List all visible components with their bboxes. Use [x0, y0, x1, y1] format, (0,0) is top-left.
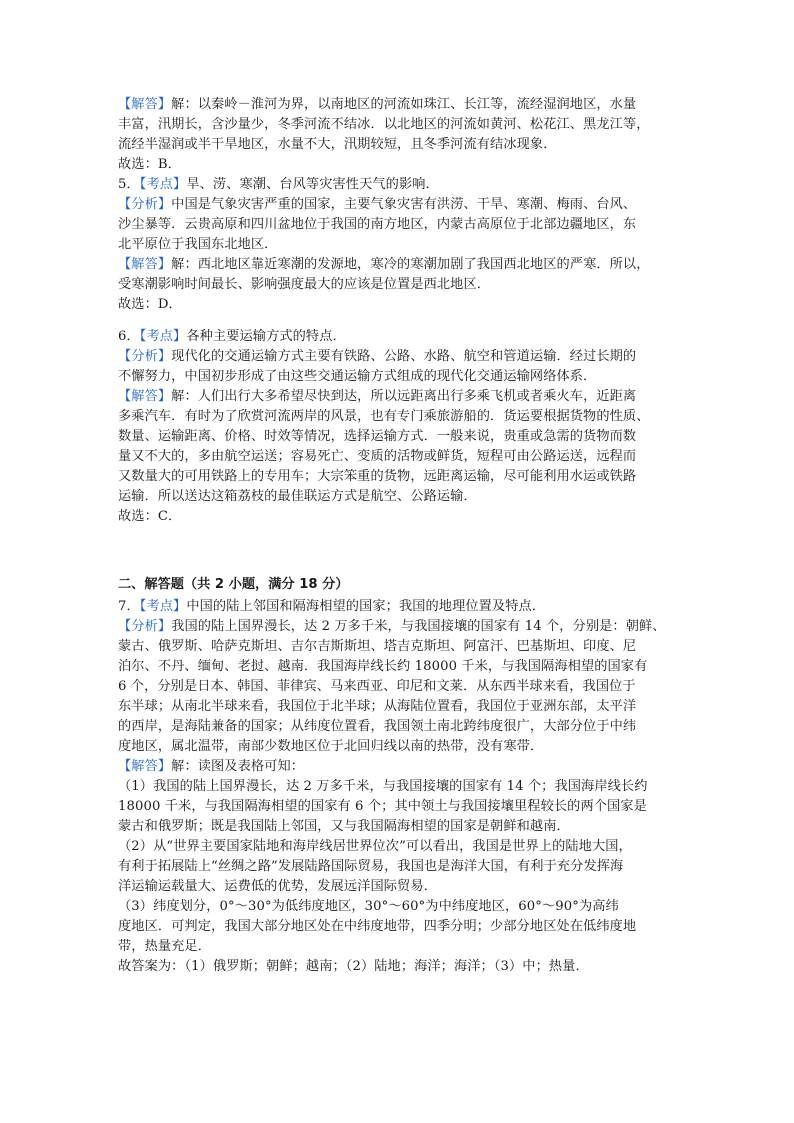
q4-answer-tag: 【解答】	[118, 97, 172, 112]
q4-answer-line-2: 丰富，汛期长，含沙量少，冬季河流不结冰．以北地区的河流如黄河、松花江、黑龙江等，	[118, 117, 650, 132]
q6-answer-tag: 【解答】	[118, 389, 172, 404]
q5-analysis-line-1	[118, 195, 680, 215]
q7-answer-line-1: （1）我国的陆上国界漫长，达 2 万多千米，与我国接壤的国家有 14 个；我国海岸线长约	[118, 779, 648, 794]
q4-answer-line-1	[118, 95, 680, 115]
q5-answer-line-1	[118, 255, 680, 275]
q7-analysis-line-4: 6 个，分别是日本、韩国、菲律宾、马来西亚、印尼和文莱．从东西半球来看，我国位于	[118, 679, 636, 694]
q5-analysis-line-3: 北平原位于我国东北地区．	[118, 237, 278, 252]
q7-number: 7．	[118, 599, 140, 614]
q6-answer-line-6: 运输．所以送达这箱荔枝的最佳联运方式是航空、公路运输．	[118, 489, 477, 504]
q6-number: 6．	[118, 329, 140, 344]
q7-analysis-line-1	[118, 617, 680, 637]
q6-analysis-text-1: 现代化的交通运输方式主要有铁路、公路、水路、航空和管道运输．经过长期的	[171, 349, 637, 364]
q5-analysis-text-1: 中国是气象灾害严重的国家，主要气象灾害有洪涝、干旱、寒潮、梅雨、台风、	[171, 197, 637, 212]
q7-point-text: 中国的陆上邻国和隔海相望的国家；我国的地理位置及特点．	[186, 599, 546, 614]
q5-analysis-line-2: 沙尘暴等．云贵高原和四川盆地位于我国的南方地区，内蒙古高原位于北部边疆地区，东	[118, 217, 637, 232]
q7-answer-line-6: 洋运输运载量大、运费低的优势，发展远洋国际贸易．	[118, 879, 437, 894]
section-2	[118, 575, 680, 595]
q7-answer-line-9: 带，热量充足．	[118, 939, 212, 954]
q4-answer-line-3: 流经半湿润或半干旱地区，水量不大，汛期较短，且冬季河流有结冰现象．	[118, 137, 557, 152]
q7-answer-tag: 【解答】	[118, 759, 172, 774]
q5-point-text: 旱、涝、寒潮、台风等灾害性天气的影响．	[186, 177, 439, 192]
q6-point-text: 各种主要运输方式的特点．	[186, 329, 346, 344]
q5-number: 5．	[118, 177, 140, 192]
q6-answer-line-1	[118, 387, 680, 407]
q6-answer-text-1: 解：人们出行大多希望尽快到达，所以远距离出行多乘飞机或者乘火车，近距离	[171, 389, 637, 404]
q6-choice: 故选：C．	[118, 509, 182, 524]
q5-point-tag: 【考点】	[139, 177, 187, 192]
q7-answer-intro	[118, 757, 680, 777]
q7-answer-line-4: （2）从“世界主要国家陆地和海岸线居世界位次”可以看出，我国是世界上的陆地大国，	[118, 839, 632, 854]
q7-analysis-line-2: 蒙古、俄罗斯、哈萨克斯坦、吉尔吉斯斯坦、塔吉克斯坦、阿富汗、巴基斯坦、印度、尼	[118, 639, 637, 654]
q7-answer-line-7: （3）纬度划分，0°～30°为低纬度地区，30°～60°为中纬度地区，60°～90°为高纬	[118, 899, 619, 914]
q6-answer-line-5: 又数量大的可用铁路上的专用车；大宗笨重的货物，远距离运输，尽可能利用水运或铁路	[118, 469, 637, 484]
q4-block	[118, 95, 680, 175]
q7-analysis-line-3: 泊尔、不丹、缅甸、老挝、越南．我国海岸线长约 18000 千米，与我国隔海相望的国家有	[118, 659, 648, 674]
q6-point	[118, 327, 680, 347]
q7-analysis-text-1: 我国的陆上国界漫长，达 2 万多千米，与我国接壤的国家有 14 个，分别是：朝鲜、	[171, 619, 666, 634]
section-2-title: 二、解答题（共 2 小题，满分 18 分）	[118, 577, 349, 592]
q7-point-tag: 【考点】	[139, 599, 187, 614]
q7-block	[118, 597, 680, 977]
q5-point	[118, 175, 680, 195]
q4-answer-text-1: 解：以秦岭－淮河为界，以南地区的河流如珠江、长江等，流经湿润地区，水量	[171, 97, 637, 112]
q6-point-tag: 【考点】	[139, 329, 187, 344]
q6-answer-line-3: 数量、运输距离、价格、时效等情况，选择运输方式．一般来说，贵重或急需的货物而数	[118, 429, 637, 444]
q7-analysis-line-6: 的西岸，是海陆兼备的国家；从纬度位置看，我国领土南北跨纬度很广，大部分位于中纬	[118, 719, 637, 734]
q4-choice: 故选：B．	[118, 157, 181, 172]
q5-choice: 故选：D．	[118, 297, 182, 312]
q7-final-answer: 故答案为：（1）俄罗斯；朝鲜；越南；（2）陆地；海洋；海洋；（3）中；热量．	[118, 959, 589, 974]
q6-block	[118, 327, 680, 527]
q5-answer-tag: 【解答】	[118, 257, 172, 272]
q7-analysis-tag: 【分析】	[118, 619, 172, 634]
q5-block	[118, 175, 680, 315]
q6-answer-line-2: 多乘汽车．有时为了欣赏河流两岸的风景，也有专门乘旅游船的．货运要根据货物的性质、	[118, 409, 650, 424]
q7-analysis-line-5: 东半球；从南北半球来看，我国位于北半球；从海陆位置看，我国位于亚洲东部，太平洋	[118, 699, 637, 714]
q7-point	[118, 597, 680, 617]
q5-answer-line-2: 受寒潮影响时间最长、影响强度最大的应该是位置是西北地区．	[118, 277, 491, 292]
q7-analysis-line-7: 度地区，属北温带，南部少数地区位于北回归线以南的热带，没有寒带．	[118, 739, 544, 754]
q7-answer-line-3: 蒙古和俄罗斯；既是我国陆上邻国，又与我国隔海相望的国家是朝鲜和越南．	[118, 819, 570, 834]
q7-answer-line-5: 有利于拓展陆上“丝绸之路”发展陆路国际贸易，我国也是海洋大国，有利于充分发挥海	[118, 859, 624, 874]
q5-answer-text-1: 解：西北地区靠近寒潮的发源地，寒冷的寒潮加剧了我国西北地区的严寒．所以，	[171, 257, 650, 272]
q6-analysis-line-2: 不懈努力，中国初步形成了由这些交通运输方式组成的现代化交通运输网络体系．	[118, 369, 597, 384]
q7-answer-intro-text: 解：读图及表格可知：	[171, 759, 305, 774]
q6-analysis-line-1	[118, 347, 680, 367]
q7-answer-line-2: 18000 千米，与我国隔海相望的国家有 6 个；其中领土与我国接壤里程较长的两个国家是	[118, 799, 647, 814]
q6-analysis-tag: 【分析】	[118, 349, 172, 364]
q7-answer-line-8: 度地区．可判定，我国大部分地区处在中纬度地带，四季分明；少部分地区处在低纬度地	[118, 919, 637, 934]
q6-answer-line-4: 量又不大的，多由航空运送；容易死亡、变质的活物或鲜货，短程可由公路运送，远程而	[118, 449, 637, 464]
q5-analysis-tag: 【分析】	[118, 197, 172, 212]
